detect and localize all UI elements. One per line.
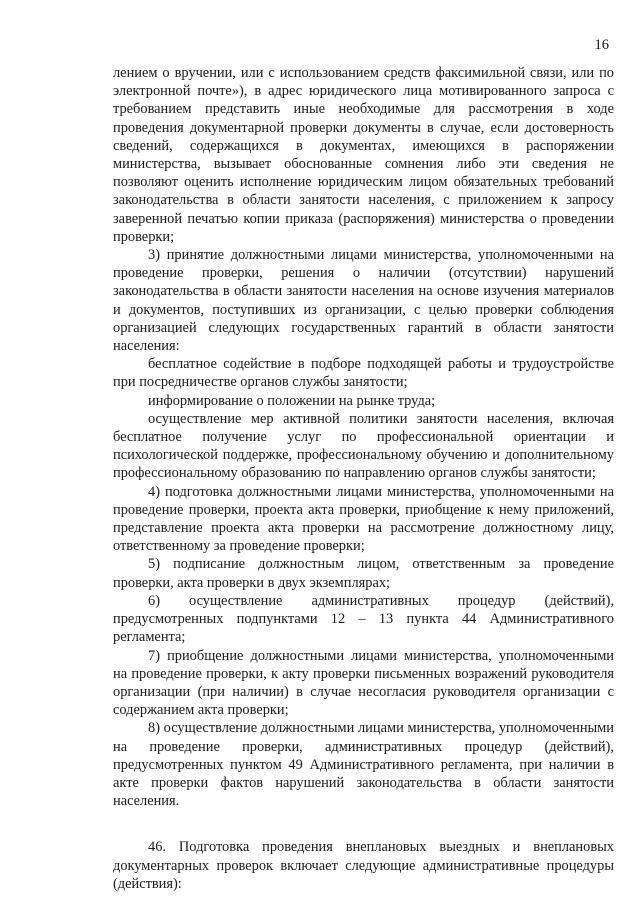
- paragraph: 4) подготовка должностными лицами министерства, уполномоченными на проведение проверки, проекта акта проверки, приобщение к нему приложений, представление проекта акта проверки на рассмотрение должностному лицу, ответственному за проведение проверки;: [113, 483, 614, 555]
- paragraph: 7) приобщение должностными лицами министерства, уполномоченными на проведение проверки, к акту проверки письменных возражений руководителя организации (при наличии) в случае несогласия руководителя организации с содержанием акта проверки;: [113, 647, 614, 719]
- paragraph: 6) осуществление административных процедур (действий), предусмотренных подпунктами 12 – 13 пункта 44 Административного регламента;: [113, 592, 614, 646]
- paragraph: 5) подписание должностным лицом, ответственным за проведение проверки, акта проверки в двух экземплярах;: [113, 556, 614, 591]
- paragraph: 3) принятие должностными лицами министерства, уполномоченными на проведение проверки, решения о наличии (отсутствии) нарушений законодательства в области занятости населения на основе изучения материалов и документов, поступивших из организации, с целью проверки соблюдения организацией следующих государственных гарантий в области занятости населения:: [113, 247, 614, 355]
- paragraph: 8) осуществление должностными лицами министерства, уполномоченными на проведение проверки, административных процедур (действий), предусмотренных пунктом 49 Административного регламента, при наличии в акте проверки фактов нарушений законодательства в области занятости населения.: [113, 720, 614, 810]
- paragraph: информирование о положении на рынке труда;: [148, 392, 436, 409]
- paragraph: осуществление мер активной политики занятости населения, включая бесплатное получение услуг по профессиональной ориентации и психологической поддержке, профессиональному обучению и дополнительному профессиональному образованию по направлению органов службы занятости;: [113, 410, 614, 482]
- page-number: 16: [594, 37, 609, 53]
- body-text: [113, 64, 614, 893]
- paragraph: лением о вручении, или с использованием средств факсимильной связи, или по электронной почте»), в адрес юридического лица мотивированного запроса с требованием представить иные необходимые для рассмотрения в ходе проведения документарной проверки документы в случае, если достоверность сведений, содержащихся в документах, имеющихся в распоряжении министерства, вызывает обоснованные сомнения либо эти сведения не позволяют оценить исполнение юридическим лицом обязательных требований законодательства в области занятости населения, с приложением к запросу заверенной печатью копии приказа (распоряжения) министерства о проведении проверки;: [113, 65, 614, 245]
- paragraph: 46. Подготовка проведения внеплановых выездных и внеплановых документарных проверок включает следующие административные процедуры (действия):: [113, 839, 614, 892]
- paragraph: бесплатное содействие в подборе подходящей работы и трудоустройстве при посредничестве органов службы занятости;: [113, 356, 614, 391]
